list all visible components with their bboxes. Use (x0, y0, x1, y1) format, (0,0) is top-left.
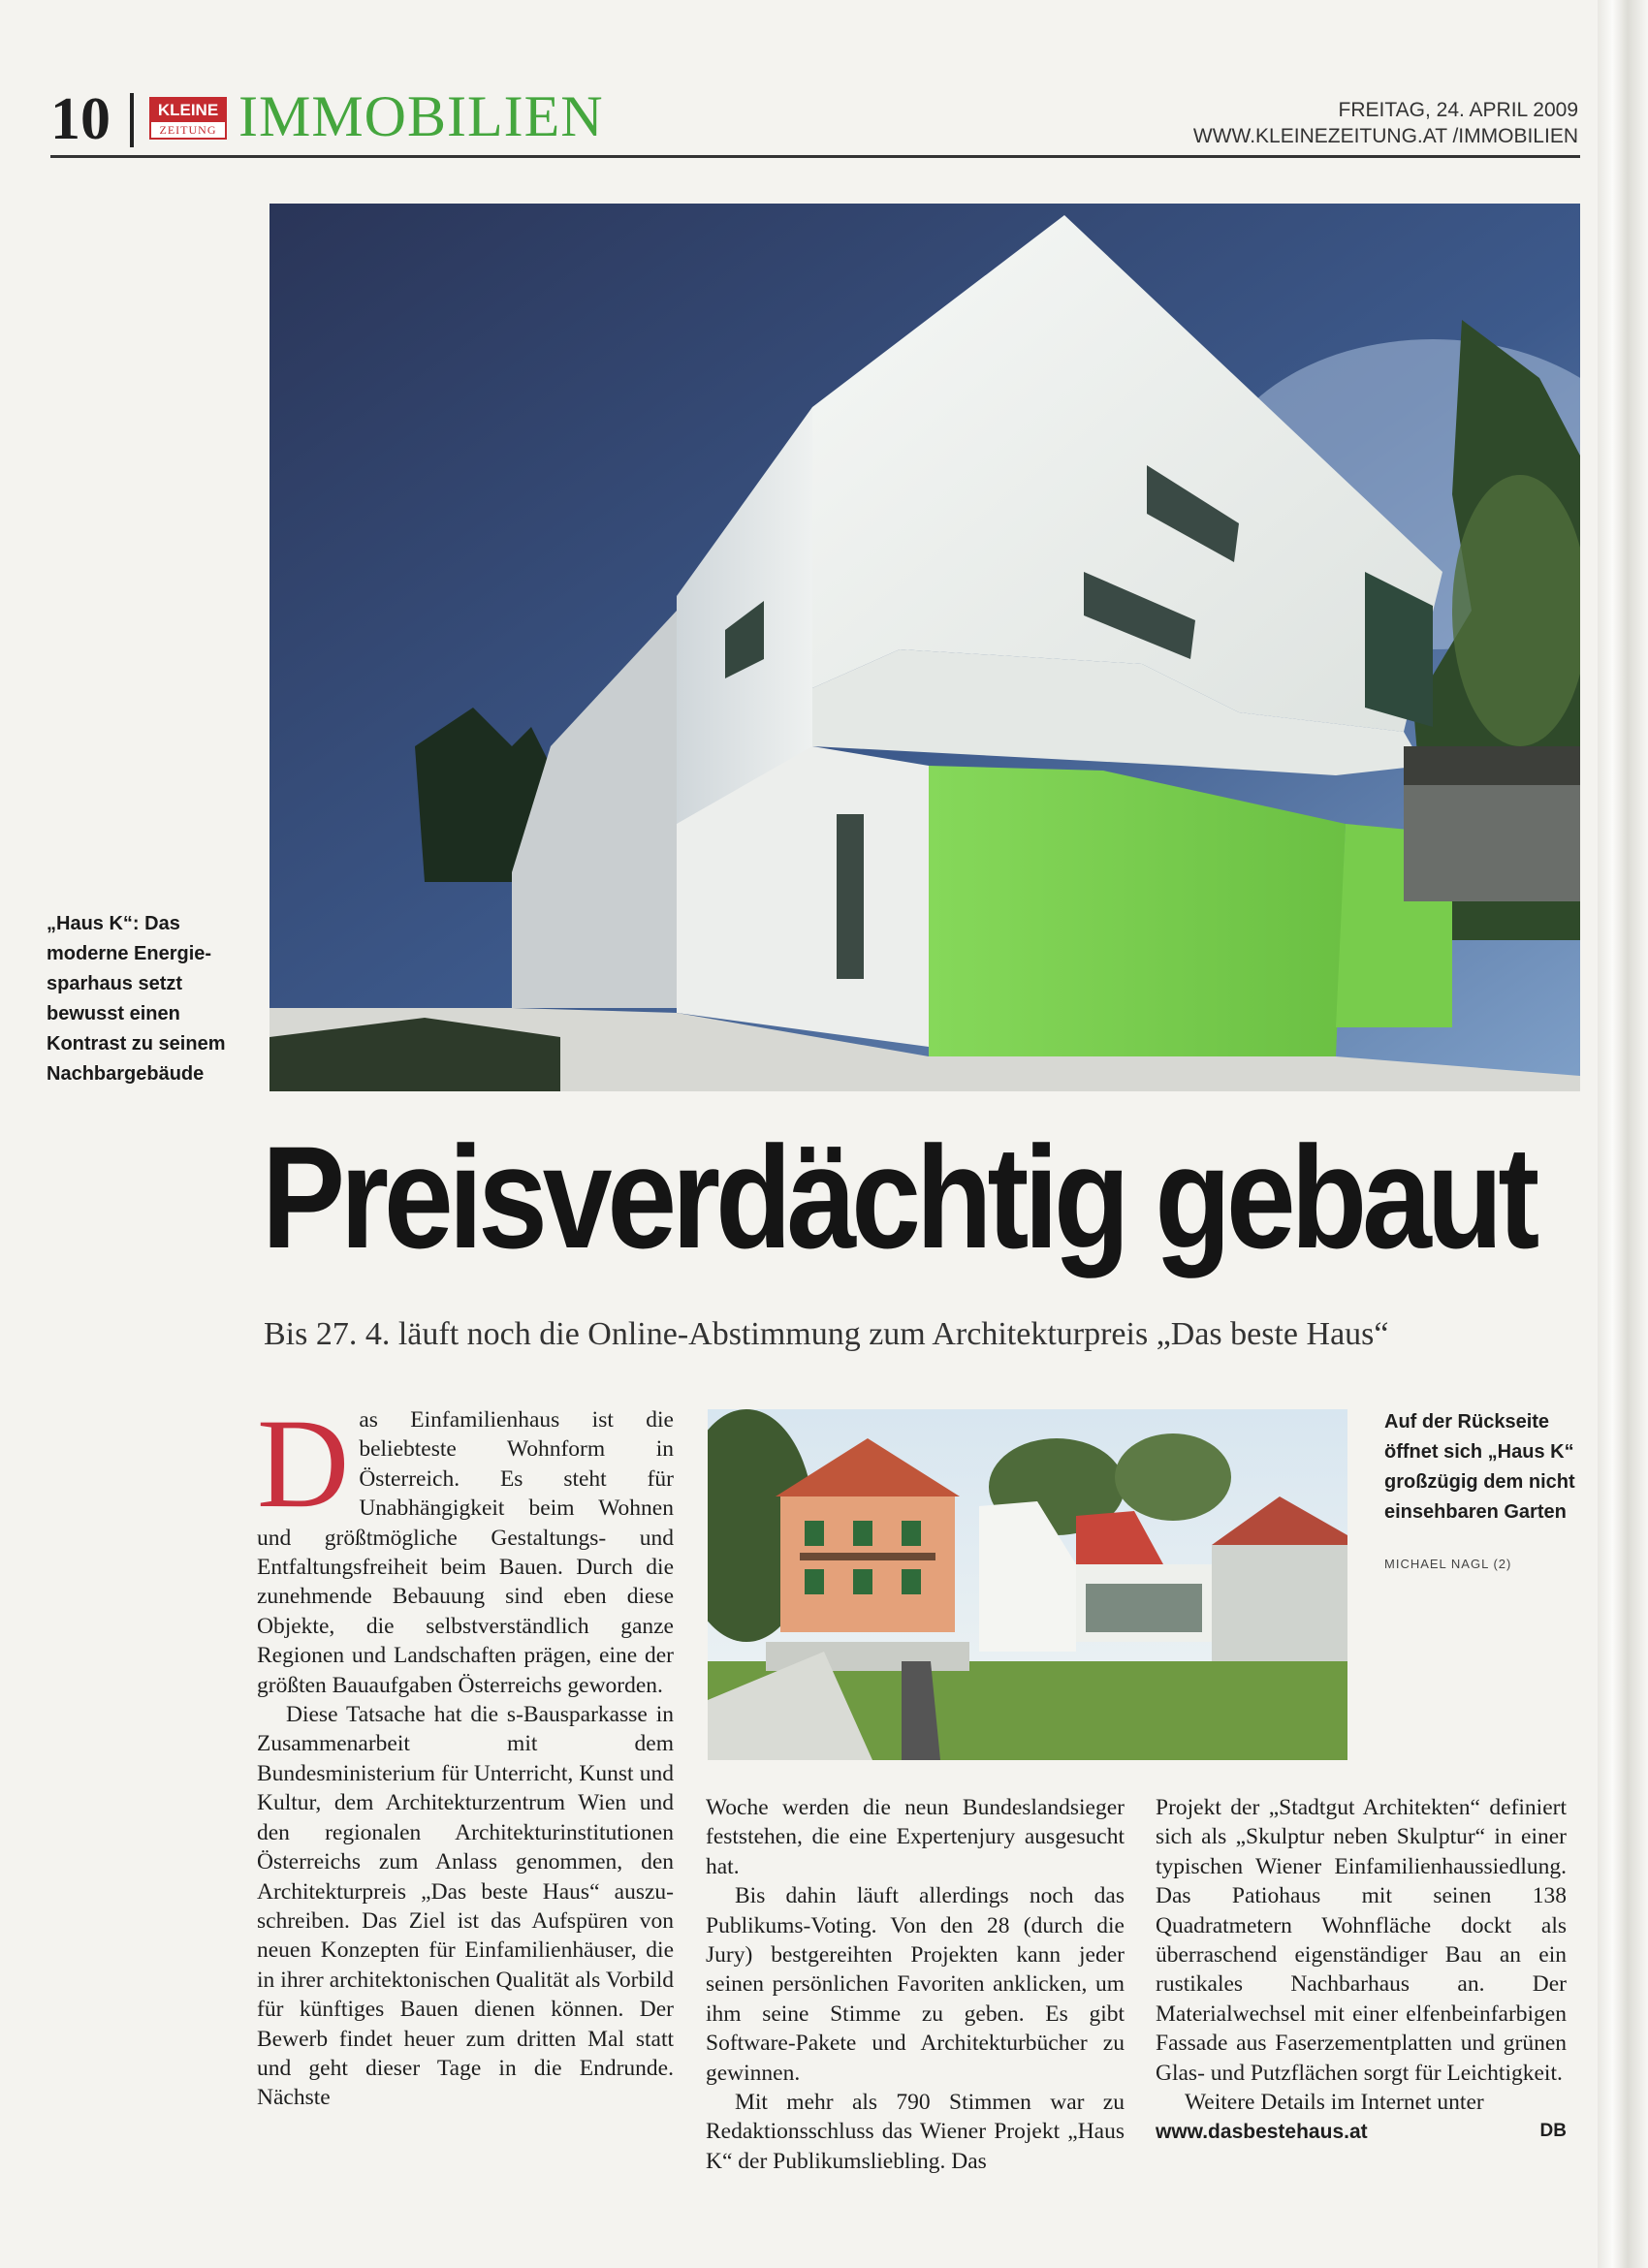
photo-credit: MICHAEL NAGL (2) (1384, 1557, 1512, 1571)
issue-date: FREITAG, 24. APRIL 2009 (1338, 99, 1578, 121)
header-rule (50, 155, 1580, 158)
header-separator (130, 93, 134, 147)
logo-bottom-text: ZEITUNG (159, 123, 217, 137)
garden-photo-haus-k (708, 1409, 1347, 1760)
section-title: IMMOBILIEN (238, 84, 604, 148)
article-paragraph: Woche werden die neun Bundeslandsieger feststehen, die eine Expertenjury ausgesucht hat. (706, 1795, 1125, 1879)
section-url: WWW.KLEINEZEITUNG.AT /IMMOBILIEN (1192, 125, 1578, 147)
article-paragraph: Weitere Details im Internet unter (1185, 2090, 1484, 2116)
article-column-2 (706, 1793, 1125, 2176)
article-column-3 (1156, 1793, 1567, 2148)
article-column-1 (257, 1392, 674, 2113)
article-paragraph: Projekt der „Stadtgut Architekten“ definiert sich als „Skulptur neben Skulptur“ in einer typischen Wiener Einfamilienhaussiedlung. Das Patiohaus mit seinen 138 Quadratmetern Wohnfläche dockt als überraschend eigenständiger Bau an ein rustikales Nachbarhaus an. Der Materialwechsel mit einer elfenbeinfarbigen Fassade aus Faserzementplatten und grünen Glas- und Putzflächen sorgt für Leichtigkeit. (1156, 1795, 1567, 2086)
article-paragraph (257, 1392, 674, 1700)
header-meta (1193, 97, 1578, 149)
main-photo-caption: „Haus K“: Das moderne Energiesparhaus setzt bewusst einen Kontrast zu seinem Nachbargebäude (47, 913, 226, 1085)
headline: Preisverdächtig gebaut (262, 1116, 1536, 1278)
kleine-zeitung-logo (149, 97, 227, 140)
author-initials: DB (1539, 2121, 1567, 2142)
garden-photo-caption: Auf der Rückseite öffnet sich „Haus K“ großzügig dem nicht einsehbaren Garten (1384, 1411, 1575, 1523)
paper-edge (1598, 0, 1648, 2268)
article-footer (1156, 2117, 1567, 2147)
page-number: 10 (50, 86, 111, 152)
article-paragraph: Diese Tatsache hat die s-Bausparkasse in Zusammenarbeit mit dem Bundesministerium für Unterricht, Kunst und Kultur, dem Architekturzentrum Wien und den regionalen Architekturinstitutionen Österreichs zum Anlass genommen, den Architekturpreis „Das beste Haus“ auszuschreiben. Das Ziel ist das Aufspüren von neuen Konzepten für Einfamilienhäuser, die in ihrer architektonischen Qualität als Vorbild für künftiges Bauen dienen können. Der Bewerb findet heuer zum dritten Mal statt und geht dieser Tage in die Endrunde. Nächste (257, 1702, 674, 2111)
main-photo-haus-k (269, 204, 1580, 1091)
logo-top-text: KLEINE (151, 99, 225, 122)
drop-cap: D (257, 1392, 350, 1534)
paragraph-text: as Einfamilienhaus ist die beliebteste Wohnform in Österreich. Es steht für Unabhängigkeit beim Wohnen und größtmögliche Gestaltungs- und Entfaltungsfreiheit beim Bauen. Durch die zunehmende Bebauung sind eben diese Objekte, die selbstverständlich ganze Regionen und Landschaften prägen, eine der größten Bauaufgaben Österreichs geworden. (257, 1407, 674, 1698)
website-link[interactable]: www.dasbestehaus.at (1156, 2121, 1368, 2144)
subheadline: Bis 27. 4. läuft noch die Online-Abstimmung zum Architekturpreis „Das beste Haus“ (264, 1316, 1389, 1352)
article-paragraph: Bis dahin läuft allerdings noch das Publikums-Voting. Von den 28 (durch die Jury) bestgereihten Projekten kann jeder seinen persönlichen Favoriten anklicken, um ihm seine Stimme zu geben. Es gibt Software-Pakete und Architekturbücher zu gewinnen. (706, 1883, 1125, 2086)
article-paragraph: Mit mehr als 790 Stimmen war zu Redaktionsschluss das Wiener Projekt „Haus K“ der Publikumsliebling. Das (706, 2090, 1125, 2174)
